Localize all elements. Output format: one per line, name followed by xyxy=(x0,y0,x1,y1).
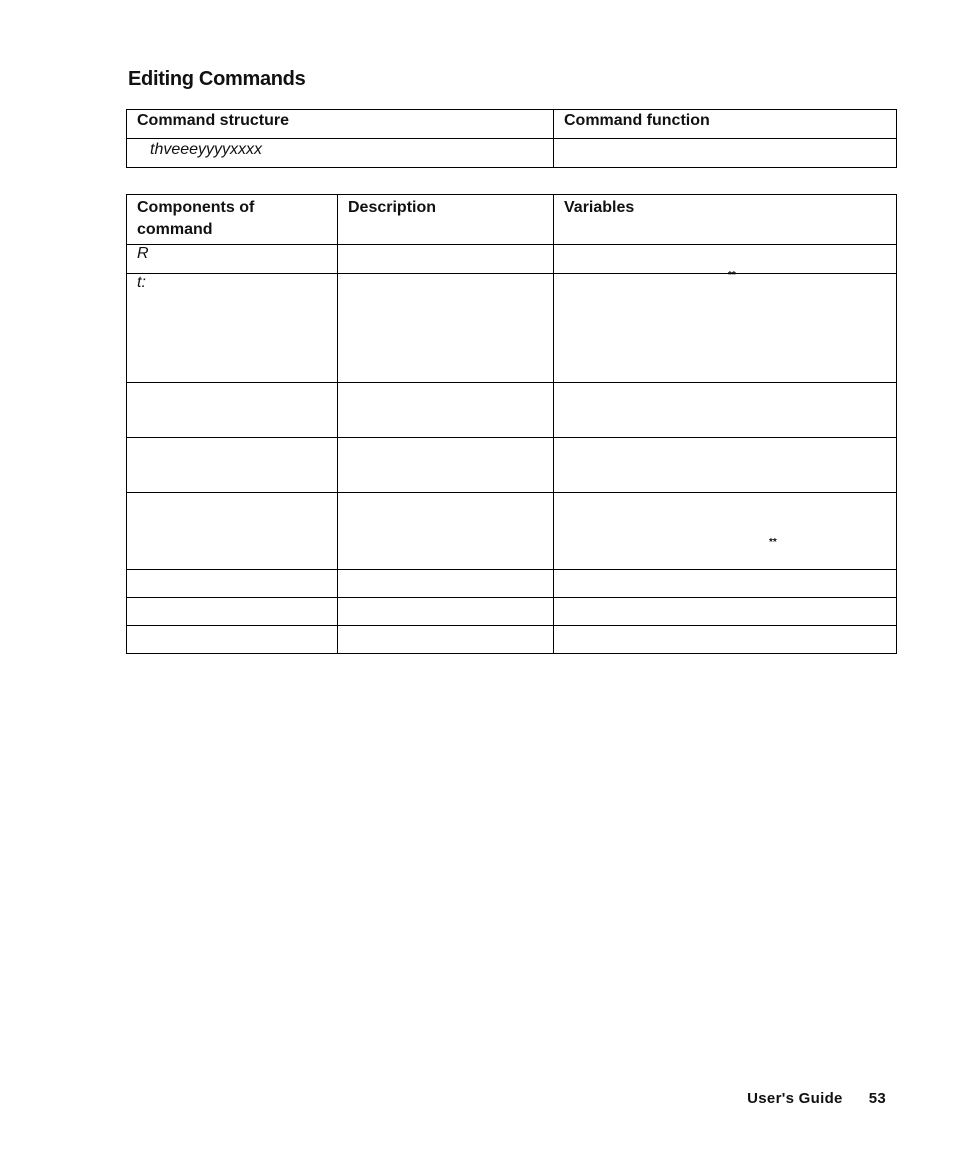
components-table xyxy=(126,194,897,654)
component-cell: R xyxy=(127,245,338,274)
guide-label: User's Guide xyxy=(747,1090,843,1107)
column-header-command-function: Command function xyxy=(554,110,897,139)
column-header-components: Components of command xyxy=(127,195,338,245)
description-cell xyxy=(338,245,554,274)
description-cell xyxy=(338,493,554,570)
table-row xyxy=(127,493,897,570)
variables-cell xyxy=(554,570,897,598)
variables-cell xyxy=(554,493,897,570)
component-cell xyxy=(127,570,338,598)
description-cell xyxy=(338,598,554,626)
table-header-row xyxy=(127,195,897,245)
page-footer xyxy=(747,1090,886,1107)
description-cell xyxy=(338,274,554,383)
component-cell xyxy=(127,493,338,570)
component-cell xyxy=(127,626,338,654)
variables-cell xyxy=(554,626,897,654)
footnote-marker: ** xyxy=(728,270,736,281)
variables-cell xyxy=(554,383,897,438)
component-cell: t: xyxy=(127,274,338,383)
component-cell xyxy=(127,598,338,626)
variables-cell xyxy=(554,598,897,626)
table-row xyxy=(127,274,897,383)
description-cell xyxy=(338,438,554,493)
component-cell xyxy=(127,383,338,438)
command-function-cell xyxy=(554,139,897,168)
table-row xyxy=(127,438,897,493)
table-row xyxy=(127,570,897,598)
column-header-variables: Variables xyxy=(554,195,897,245)
description-cell xyxy=(338,570,554,598)
table-row xyxy=(127,245,897,274)
column-header-description: Description xyxy=(338,195,554,245)
page-title: Editing Commands xyxy=(128,68,306,90)
table-row xyxy=(127,383,897,438)
component-cell xyxy=(127,438,338,493)
column-header-command-structure: Command structure xyxy=(127,110,554,139)
table-row xyxy=(127,139,897,168)
command-structure-table xyxy=(126,109,897,168)
page-number: 53 xyxy=(868,1090,886,1107)
description-cell xyxy=(338,626,554,654)
variables-cell xyxy=(554,270,897,383)
table-row xyxy=(127,626,897,654)
variables-cell xyxy=(554,438,897,493)
table-header-row xyxy=(127,110,897,139)
table-row xyxy=(127,598,897,626)
footnote-marker: ** xyxy=(769,537,777,548)
description-cell xyxy=(338,383,554,438)
variables-cell xyxy=(554,245,897,274)
command-structure-cell: thveeeyyyyxxxx xyxy=(127,139,554,168)
